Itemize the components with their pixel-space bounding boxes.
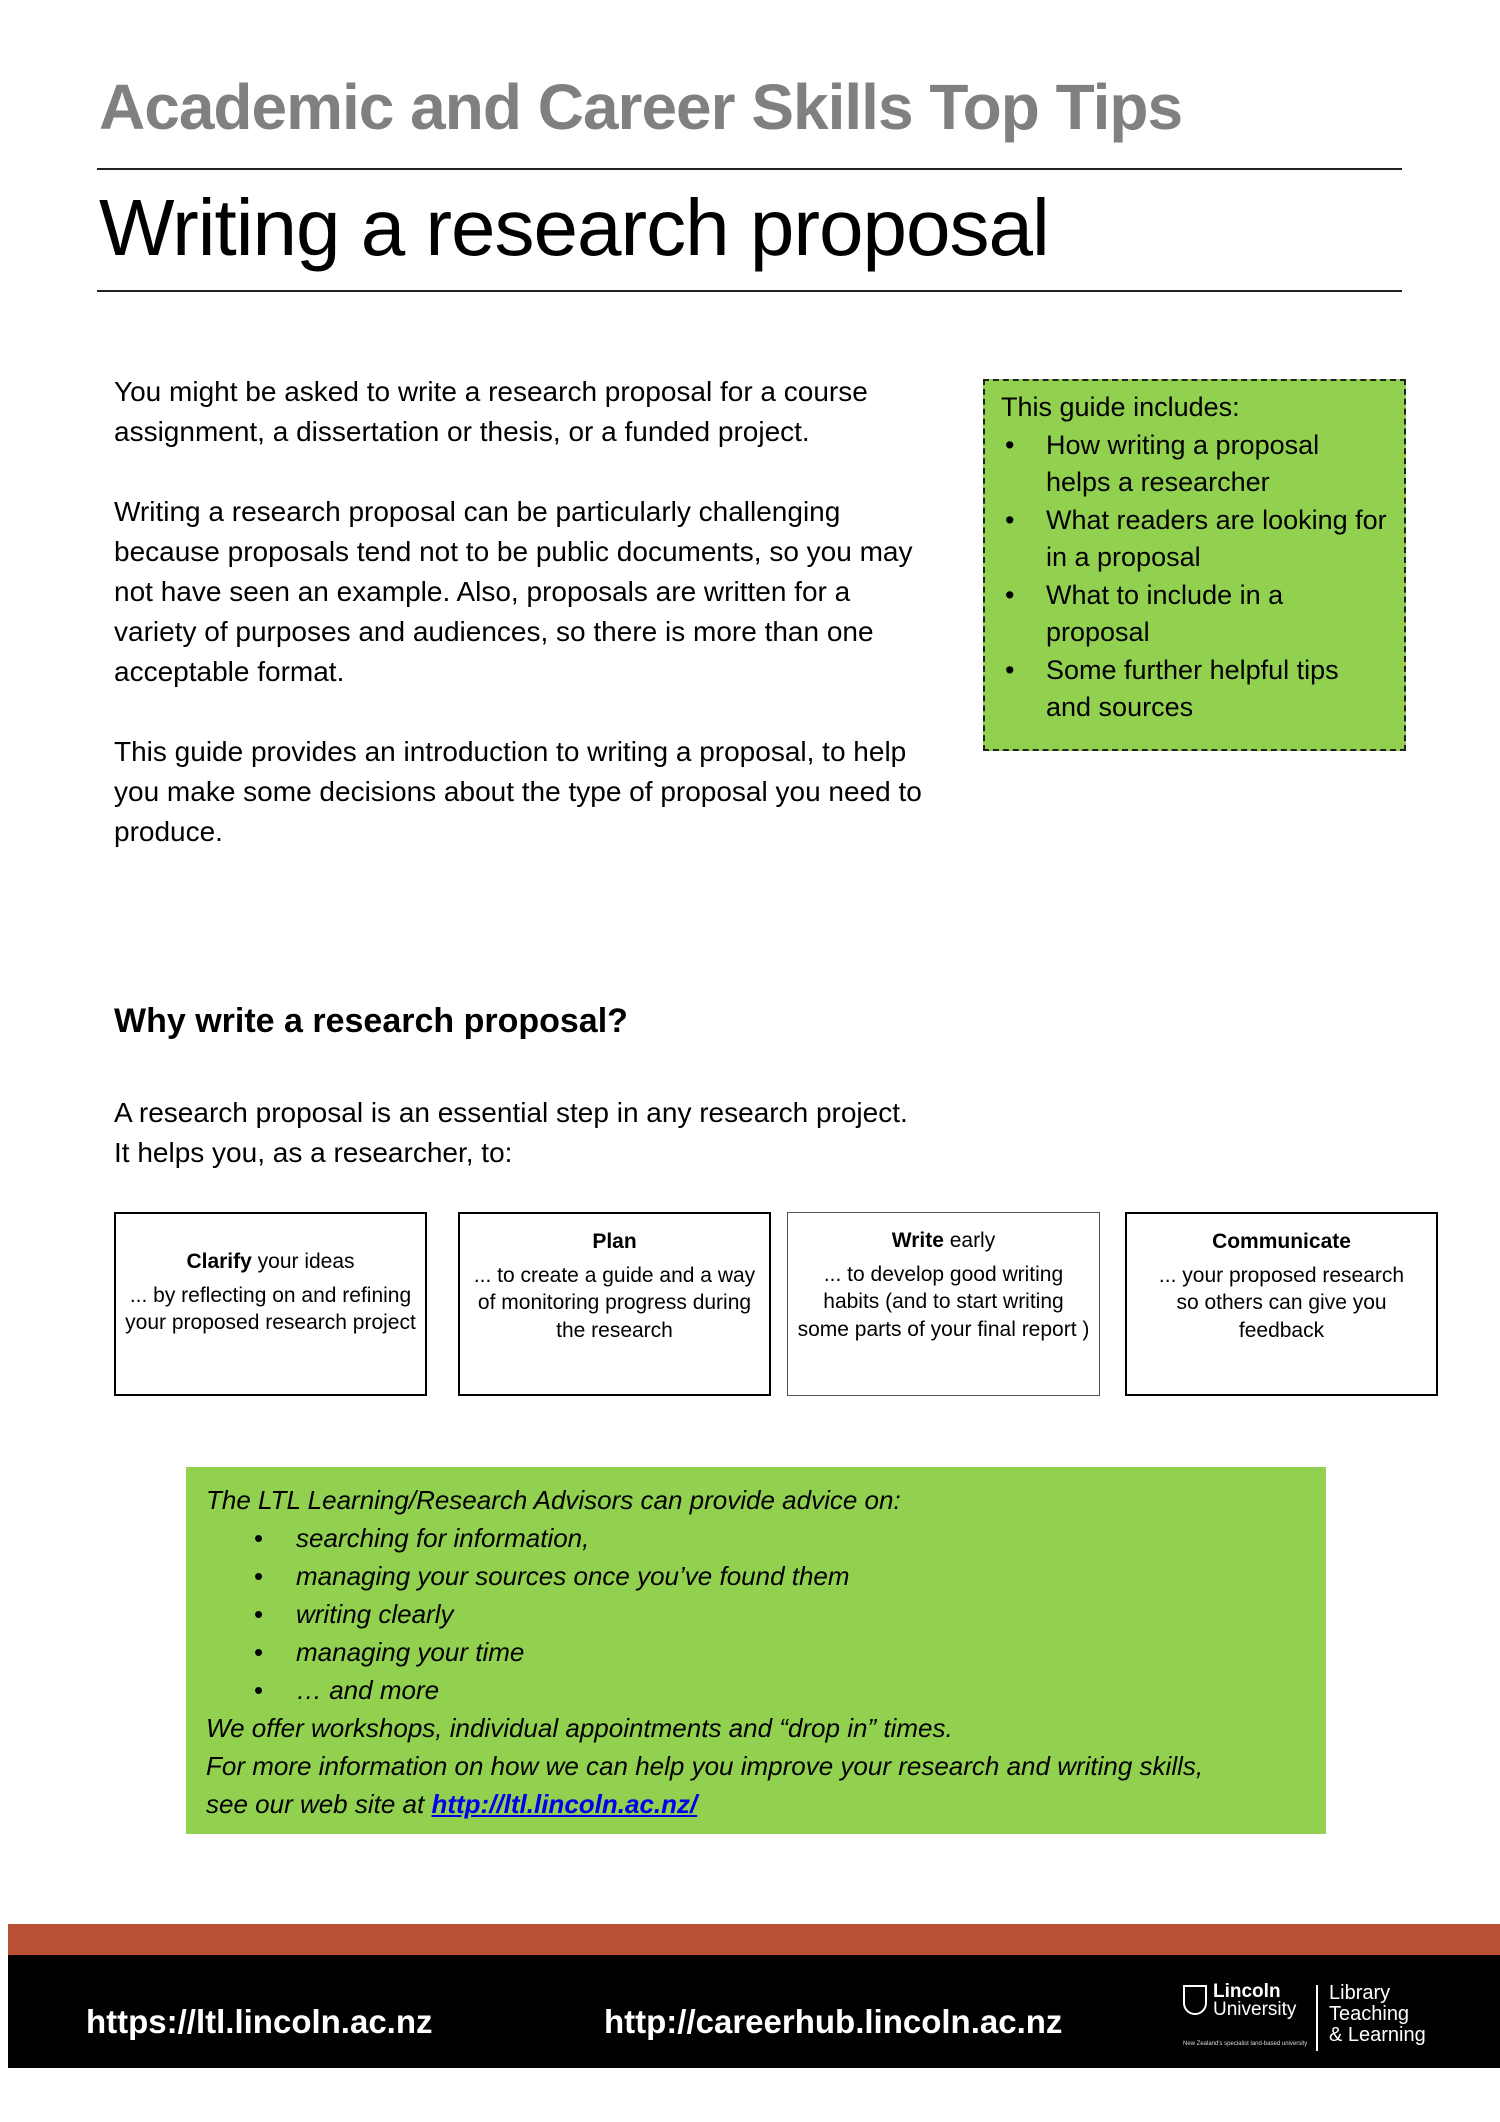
footer-careerhub-link[interactable]: http://careerhub.lincoln.ac.nz xyxy=(604,2003,1063,2040)
benefit-card-communicate: Communicate ... your proposed research so others can give you feedback xyxy=(1125,1212,1438,1396)
list-item: • managing your time xyxy=(206,1633,1306,1671)
list-item: • … and more xyxy=(206,1671,1306,1709)
card-body: ... to develop good writing habits (and to start writing some parts of your final report ) xyxy=(797,1262,1090,1341)
benefit-card-plan: Plan ... to create a guide and a way of monitoring progress during the research xyxy=(458,1212,771,1396)
page-title: Writing a research proposal xyxy=(99,183,1049,272)
advisors-info-box xyxy=(186,1467,1326,1834)
logo-divider xyxy=(1316,1985,1318,2051)
bullet-icon: • xyxy=(1005,504,1015,535)
section-lead: A research proposal is an essential step in any research project. It helps you, as a researcher, to: xyxy=(114,1097,908,1168)
list-item: • What readers are looking for in a proposal xyxy=(1001,502,1388,577)
guide-box-heading: This guide includes: xyxy=(1001,392,1240,422)
intro-paragraph: You might be asked to write a research proposal for a course assignment, a dissertation or thesis, or a funded project. xyxy=(114,376,868,447)
advice-list xyxy=(206,1519,1306,1709)
logo-tagline: New Zealand's specialist land-based university xyxy=(1183,2041,1308,2047)
card-body: ... by reflecting on and refining your proposed research project xyxy=(125,1283,416,1334)
card-body: ... your proposed research so others can give you feedback xyxy=(1158,1263,1405,1342)
bullet-icon: • xyxy=(254,1561,264,1591)
intro-text xyxy=(114,372,924,892)
more-info-text: For more information on how we can help you improve your research and writing skills, xyxy=(206,1751,1204,1781)
header-divider-top xyxy=(97,168,1402,170)
website-prefix: see our web site at xyxy=(206,1789,432,1819)
intro-paragraph: Writing a research proposal can be particularly challenging because proposals tend not to be public documents, so you may not have seen an example. Also, proposals are written for a variety of purposes and audiences, so there is more than one acceptable format. xyxy=(114,496,913,687)
offer-text: We offer workshops, individual appointments and “drop in” times. xyxy=(206,1713,953,1743)
bullet-icon: • xyxy=(254,1599,264,1629)
footer-ltl-link[interactable]: https://ltl.lincoln.ac.nz xyxy=(86,2003,433,2040)
list-item: • searching for information, xyxy=(206,1519,1306,1557)
bullet-icon: • xyxy=(1005,654,1015,685)
guide-contents-box xyxy=(983,379,1406,751)
unit-name: Library Teaching & Learning xyxy=(1329,1982,1426,2046)
benefit-card-write: Write early ... to develop good writing habits (and to start writing some parts of your final report ) xyxy=(787,1212,1100,1396)
intro-paragraph: This guide provides an introduction to writing a proposal, to help you make some decisions about the type of proposal you need to produce. xyxy=(114,736,922,847)
list-item: • What to include in a proposal xyxy=(1001,577,1388,652)
list-item: • Some further helpful tips and sources xyxy=(1001,652,1388,727)
section-heading: Why write a research proposal? xyxy=(114,1002,628,1040)
ltl-website-link[interactable]: http://ltl.lincoln.ac.nz/ xyxy=(431,1789,698,1819)
bullet-icon: • xyxy=(254,1675,264,1705)
series-title: Academic and Career Skills Top Tips xyxy=(99,71,1183,143)
bullet-icon: • xyxy=(254,1523,264,1553)
guide-contents-list xyxy=(1001,427,1388,727)
card-body: ... to create a guide and a way of monitoring progress during the research xyxy=(473,1263,756,1342)
list-item: • How writing a proposal helps a researcher xyxy=(1001,427,1388,502)
advice-intro: The LTL Learning/Research Advisors can provide advice on: xyxy=(206,1485,901,1515)
footer-accent-band xyxy=(8,1924,1500,1955)
crest-icon xyxy=(1183,1985,1207,2015)
benefit-card-clarify: Clarify your ideas ... by reflecting on and refining your proposed research project xyxy=(114,1212,427,1396)
bullet-icon: • xyxy=(1005,579,1015,610)
header-divider-bottom xyxy=(97,290,1402,292)
list-item: • writing clearly xyxy=(206,1595,1306,1633)
list-item: • managing your sources once you’ve found them xyxy=(206,1557,1306,1595)
bullet-icon: • xyxy=(1005,429,1015,460)
bullet-icon: • xyxy=(254,1637,264,1667)
